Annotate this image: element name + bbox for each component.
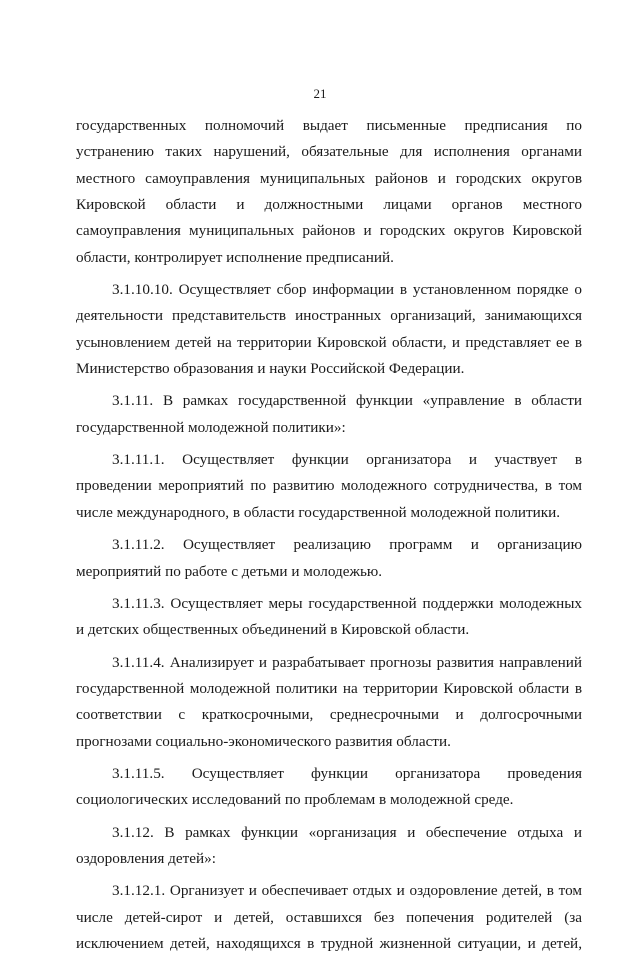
text-line: оздоровления детей»: (76, 849, 216, 867)
text-line: государственных полномочий выдает письменные предписания по (76, 117, 582, 134)
text-line: области, контролирует исполнение предписаний. (76, 248, 394, 266)
text-line: соответствии с краткосрочными, среднесрочными и долгосрочными (76, 706, 582, 724)
page-number: 21 (313, 86, 327, 101)
paragraph (76, 447, 582, 526)
text-line: числе международного, в области государственной молодежной политики. (76, 503, 561, 521)
text-line: Министерство образования и науки Российской Федерации. (76, 360, 465, 378)
text-line: 3.1.12.1. Организует и обеспечивает отдых и оздоровление детей, в том (112, 882, 582, 900)
text-line: 3.1.11. В рамках государственной функции «управление в области (112, 392, 582, 410)
paragraph (76, 532, 582, 585)
text-line: 3.1.10.10. Осуществляет сбор информации в установленном порядке о (112, 281, 582, 299)
text-line: прогнозами социально-экономического развития области. (76, 732, 451, 750)
text-line: и детских общественных объединений в Кировской области. (76, 621, 470, 639)
text-line: 3.1.11.3. Осуществляет меры государственной поддержки молодежных (112, 594, 582, 612)
text-line: 3.1.11.2. Осуществляет реализацию программ и организацию (112, 536, 582, 554)
text-line: самоуправления муниципальных районов и городских округов Кировской (76, 222, 582, 240)
paragraph (76, 113, 582, 271)
paragraph (76, 761, 582, 814)
text-line: проведении мероприятий по развитию молодежного сотрудничества, в том (76, 477, 582, 495)
document-body (76, 113, 582, 957)
paragraph (76, 277, 582, 382)
text-line: 3.1.11.5. Осуществляет функции организатора проведения (112, 764, 582, 782)
paragraph (76, 650, 582, 755)
paragraph (76, 591, 582, 644)
paragraph (76, 388, 582, 441)
text-line: государственной молодежной политики»: (76, 418, 346, 436)
text-line: мероприятий по работе с детьми и молодежью. (76, 562, 383, 580)
text-line: Кировской области и должностными лицами органов местного (76, 196, 582, 214)
text-line: государственной молодежной политики на территории Кировской области в (76, 679, 582, 697)
text-line: 3.1.12. В рамках функции «организация и обеспечение отдыха и (112, 823, 582, 841)
text-line: усыновлением детей на территории Кировской области, и представляет ее в (76, 333, 582, 351)
text-line: местного самоуправления муниципальных районов и городских округов (76, 169, 582, 187)
text-line: числе детей-сирот и детей, оставшихся без попечения родителей (за (76, 908, 582, 926)
paragraph (76, 820, 582, 873)
text-line: 3.1.11.1. Осуществляет функции организатора и участвует в (112, 451, 582, 469)
text-line: социологических исследований по проблемам в молодежной среде. (76, 791, 514, 809)
text-line: деятельности представительств иностранных организаций, занимающихся (76, 307, 582, 325)
text-line: исключением детей, находящихся в трудной жизненной ситуации, и детей, (76, 934, 582, 952)
text-line: устранению таких нарушений, обязательные для исполнения органами (76, 143, 582, 161)
paragraph (76, 878, 582, 957)
text-line: 3.1.11.4. Анализирует и разрабатывает прогнозы развития направлений (112, 653, 582, 671)
